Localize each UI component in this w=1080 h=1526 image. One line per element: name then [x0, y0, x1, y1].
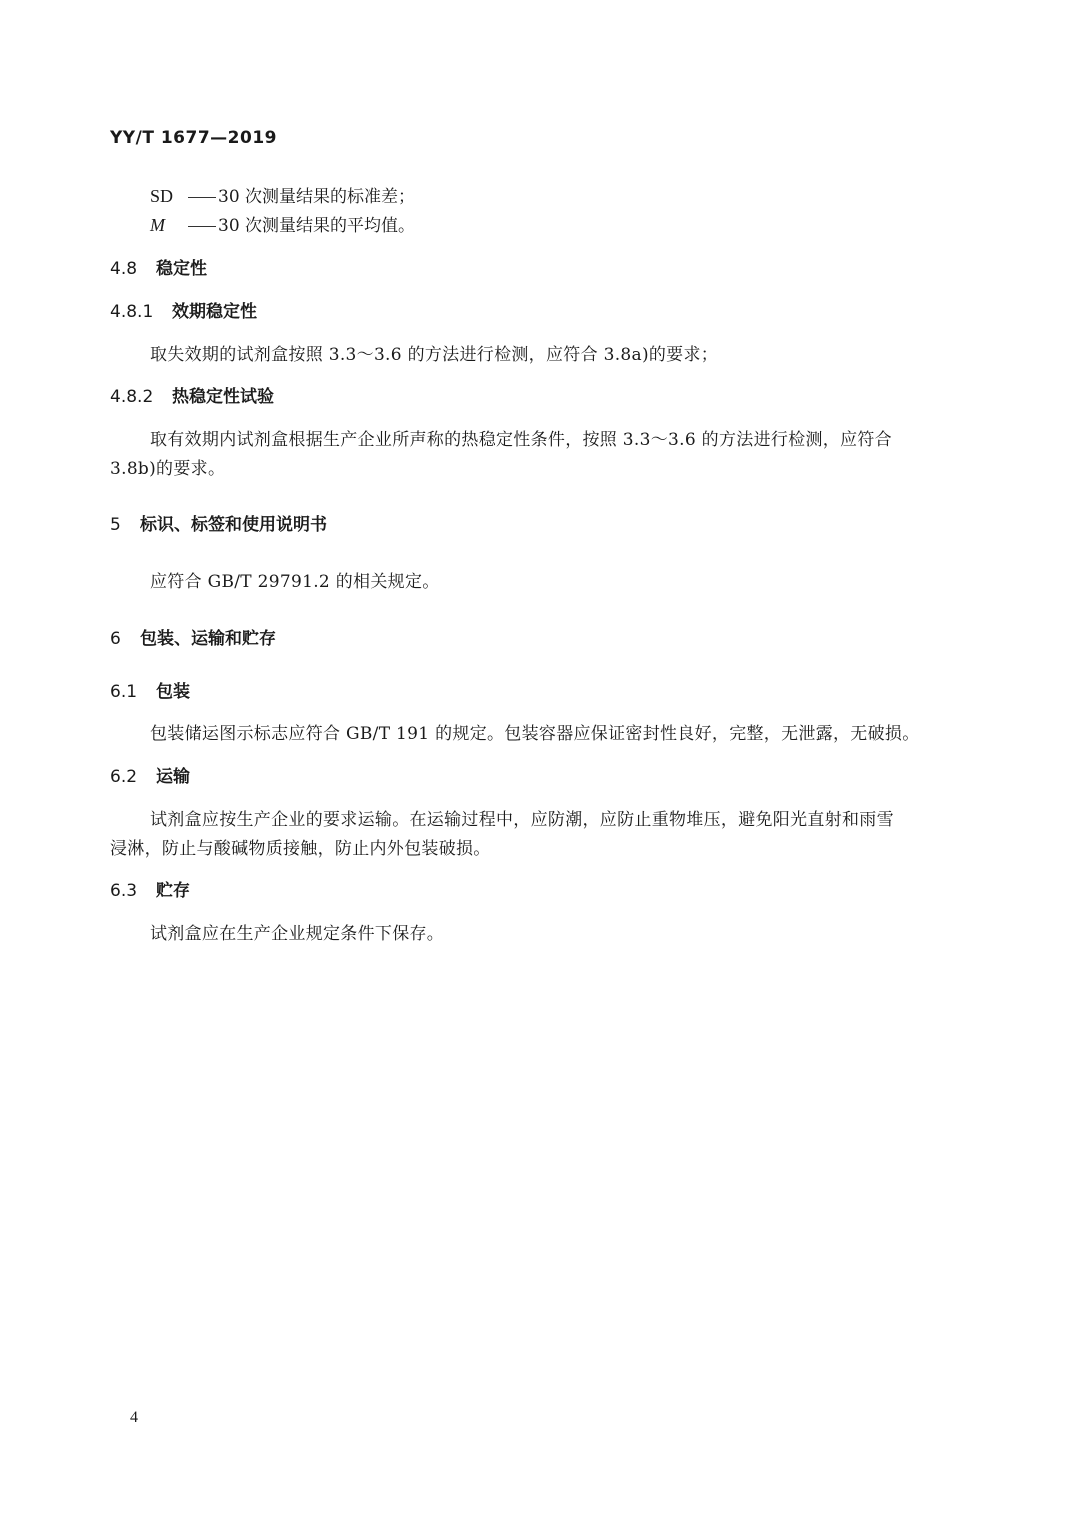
- section-title: 稳定性: [156, 259, 207, 279]
- definition-row-m: [150, 211, 415, 236]
- section-body-4-8-2-line1: 取有效期内试剂盒根据生产企业所声称的热稳定性条件，按照 3.3～3.6 的方法进行检测，应符合: [150, 430, 892, 450]
- section-heading-6-2: [110, 762, 190, 787]
- section-number: 4.8.2: [110, 387, 154, 407]
- section-heading-5: [110, 510, 327, 535]
- section-number: 6: [110, 629, 121, 649]
- section-body-6-2-line1: 试剂盒应按生产企业的要求运输。在运输过程中，应防潮，应防止重物堆压，避免阳光直射和雨雪: [150, 810, 894, 830]
- section-number: 6.2: [110, 767, 138, 787]
- section-title: 效期稳定性: [172, 302, 257, 322]
- section-body-6-3: 试剂盒应在生产企业规定条件下保存。: [150, 924, 445, 944]
- definition-symbol: M: [150, 215, 165, 235]
- section-title: 贮存: [156, 881, 190, 901]
- section-number: 6.3: [110, 881, 138, 901]
- definition-row-sd: [150, 182, 415, 207]
- section-body-5: 应符合 GB/T 29791.2 的相关规定。: [150, 572, 440, 592]
- definition-dash: [188, 226, 216, 227]
- definition-text: 30 次测量结果的平均值。: [218, 216, 416, 236]
- section-heading-4-8-2: [110, 382, 274, 407]
- section-title: 包装、运输和贮存: [140, 629, 276, 649]
- section-heading-6-1: [110, 677, 190, 702]
- section-title: 标识、标签和使用说明书: [140, 515, 327, 535]
- section-heading-6: [110, 624, 276, 649]
- section-number: 4.8: [110, 259, 138, 279]
- definition-symbol: SD: [150, 186, 174, 206]
- page-number: 4: [130, 1409, 138, 1426]
- standard-code-header: YY/T 1677—2019: [110, 128, 277, 148]
- section-number: 5: [110, 515, 121, 535]
- section-heading-4-8-1: [110, 297, 257, 322]
- section-title: 包装: [156, 682, 190, 702]
- section-body-6-2-line2: 浸淋，防止与酸碱物质接触，防止内外包装破损。: [110, 839, 491, 859]
- definition-dash: [188, 197, 216, 198]
- section-title: 热稳定性试验: [172, 387, 274, 407]
- section-body-4-8-2-line2: 3.8b)的要求。: [110, 459, 226, 479]
- definition-text: 30 次测量结果的标准差；: [218, 187, 416, 207]
- section-number: 4.8.1: [110, 302, 154, 322]
- section-heading-6-3: [110, 876, 190, 901]
- section-number: 6.1: [110, 682, 138, 702]
- section-body-6-1: 包装储运图示标志应符合 GB/T 191 的规定。包装容器应保证密封性良好，完整，无泄露，无破损。: [150, 724, 920, 744]
- section-body-4-8-1: 取失效期的试剂盒按照 3.3～3.6 的方法进行检测，应符合 3.8a)的要求；: [150, 345, 719, 365]
- section-title: 运输: [156, 767, 190, 787]
- section-heading-4-8: [110, 254, 207, 279]
